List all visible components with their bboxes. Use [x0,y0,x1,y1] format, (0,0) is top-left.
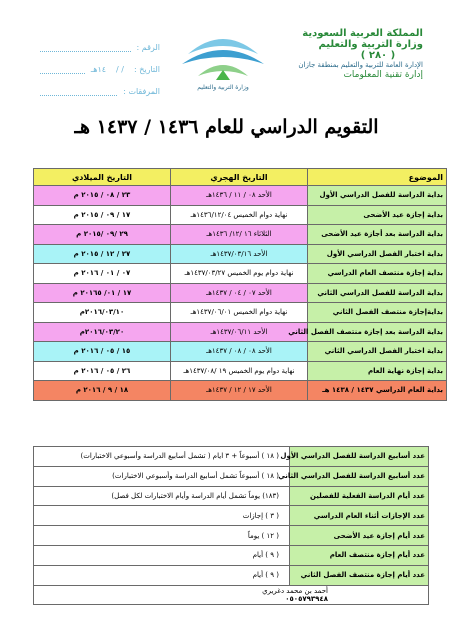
event-cell: بداية العام الدراسي ١٤٣٧ / ١٤٣٨ هـ [308,381,447,401]
ministry-logo-icon [168,24,278,92]
summary-row [34,506,429,526]
gregorian-cell: ١٥ / ٠٥ / ٢٠١٦ م [34,342,171,362]
event-cell: بدايةإجازة منتصف الفصل الثاني [308,303,447,323]
ref-number-row [40,36,160,58]
hijri-cell: نهاية دوام الخميس ١٤٣٦/١٢/٠٤هـ [171,205,308,225]
summary-row [34,466,429,486]
summary-value: ( ١٢ ) يوماً [34,526,290,546]
date-row [40,58,160,80]
gregorian-cell: ٠٧ / ٠١ / ٢٠١٦ م [34,264,171,284]
summary-value: ( ٣ ) إجازات [34,506,290,526]
hijri-cell: نهاية دوام يوم الخميس ١٩ /١٤٣٧/٠٨هـ [171,361,308,381]
calendar-row [34,361,447,381]
date-line [40,65,85,74]
summary-row [34,545,429,565]
event-cell: بداية الدراسة بعد أجازة عيد الأضحى [308,225,447,245]
gregorian-cell: ١٧ / ٠١/ ٢٠١٦٥ م [34,283,171,303]
summary-key: عدد أيام إجازة عيد الأضحى [290,526,429,546]
calendar-row [34,342,447,362]
date-label: التاريخ : [133,64,160,74]
summary-value: (١٨٣) يوماً تشمل أيام الدراسة وأيام الاختبارات لكل فصل) [34,486,290,506]
kingdom-name: المملكة العربية السعودية [302,28,423,39]
ref-number-label: الرقم : [136,42,160,52]
hijri-cell: نهاية دوام يوم الخميس ١٤٣٧/٠٣/٢٧هـ [171,264,308,284]
hijri-cell: نهاية دوام الخميس ١٤٣٧/٠٦/٠١هـ [171,303,308,323]
logo-caption: وزارة التربية والتعليم [197,84,249,91]
summary-key: عدد أيام إجازة منتصف الفصل الثاني [290,565,429,585]
event-cell: بداية إجازة عيد الأضحى [308,205,447,225]
event-cell: بداية الدراسة للفصل الدراسي الأول [308,186,447,206]
event-cell: بداية اختبار الفصل الدراسي الثاني [308,342,447,362]
organization-block [273,28,423,81]
calendar-row [34,264,447,284]
summary-key: عدد أيام الدراسة الفعلية للفصلين [290,486,429,506]
summary-row [34,447,429,467]
event-cell: بداية إجازة نهاية العام [308,361,447,381]
hijri-cell: الأحد ١٤٣٧/٠٣/١٦هـ [171,244,308,264]
hijri-cell: الأحد ٠٨ / ١١ / ١٤٣٦هـ [171,186,308,206]
summary-row [34,526,429,546]
gregorian-cell: ٢٦ / ٠٥ / ٢٠١٦ م [34,361,171,381]
calendar-row [34,303,447,323]
event-cell: بداية الدراسة بعد إجازة منتصف الفصل الثاني [308,322,447,342]
hijri-cell: الثلاثاء ١٦ /١٢/ ١٤٣٦هـ [171,225,308,245]
gregorian-cell: ١٨ / ٩ / ٢٠١٦ م [34,381,171,401]
gregorian-cell: ٢٠١٦/٠٣/٢٠م [34,322,171,342]
signature-row [34,585,429,605]
summary-key: عدد أسابيع الدراسة للفصل الدراسي الأول [290,447,429,467]
summary-key: عدد الإجازات أثناء العام الدراسي [290,506,429,526]
summary-value: ( ٩ ) أيام [34,545,290,565]
hijri-cell: الأحد ٠٨ / ٠٨ / ١٤٣٧هـ [171,342,308,362]
gregorian-cell: ٢٣ / ٠٨ / ٢٠١٥ م [34,186,171,206]
ministry-name: وزارة التربية والتعليم [318,39,423,50]
calendar-row [34,244,447,264]
calendar-row [34,283,447,303]
reference-fields [40,36,160,102]
hijri-cell: الأحد ١٤٣٧/٠٦/١١هـ [171,322,308,342]
ministry-code: ( ٢٨٠ ) [360,50,396,61]
attachments-row [40,80,160,102]
event-cell: بداية الدراسة للفصل الدراسي الثاني [308,283,447,303]
signature-name: أحمد بن محمد دغريري [262,586,328,595]
date-slashes: / / [116,64,124,74]
attachments-line [40,87,117,96]
calendar-row [34,225,447,245]
col-header-gregorian: التاريخ الميلادي [34,169,171,186]
page-title: التقويم الدراسي للعام ١٤٣٦ / ١٤٣٧ هـ [74,116,379,138]
gregorian-cell: ٢٩ /٠٩ /٢٠١٥ م [34,225,171,245]
gregorian-cell: ٢٧ / ١٢ / ٢٠١٥ م [34,244,171,264]
date-suffix: ١٤هـ [90,64,107,74]
gregorian-cell: ١٧ / ٠٩ / ٢٠١٥ م [34,205,171,225]
calendar-row [34,322,447,342]
gregorian-cell: ٢٠١٦/٠٣/١٠م [34,303,171,323]
attachments-label: المرفقات : [123,86,160,96]
event-cell: بداية إجازة منتصف العام الدراسي [308,264,447,284]
calendar-header-row [34,169,447,186]
summary-value: ( ٩ ) أيام [34,565,290,585]
col-header-event: الموضوع [308,169,447,186]
ref-number-line [40,43,131,52]
signature-phone: ٠٥٠٥٧٩٣٩٤٨ [285,594,328,603]
summary-key: عدد أسابيع الدراسة للفصل الدراسي الثاني [290,466,429,486]
summary-row [34,486,429,506]
summary-value: ( ١٨ ) أسبوعاً تشمل أسابيع الدراسة وأسبوعي الاختبارات) [34,466,290,486]
department-name: إدارة تقنية المعلومات [343,70,423,80]
calendar-row [34,381,447,401]
summary-table [33,446,429,605]
calendar-row [34,186,447,206]
col-header-hijri: التاريخ الهجري [171,169,308,186]
hijri-cell: الأحد ٠٧ / ٠٤ / ١٤٣٧هـ [171,283,308,303]
calendar-table [33,168,447,401]
admin-name: الإدارة العامة للتربية والتعليم بمنطقة جازان [298,61,423,69]
calendar-row [34,205,447,225]
signature-cell [34,585,429,605]
summary-value: ( ١٨ ) أسبوعاً + ٣ ايام ( تشمل أسابيع الدراسة وأسبوعي الاختبارات) [34,447,290,467]
event-cell: بداية اختبار الفصل الدراسي الأول [308,244,447,264]
summary-key: عدد أيام إجازة منتصف العام [290,545,429,565]
hijri-cell: الأحد ١٧ / ١٢ / ١٤٣٧هـ [171,381,308,401]
summary-row [34,565,429,585]
